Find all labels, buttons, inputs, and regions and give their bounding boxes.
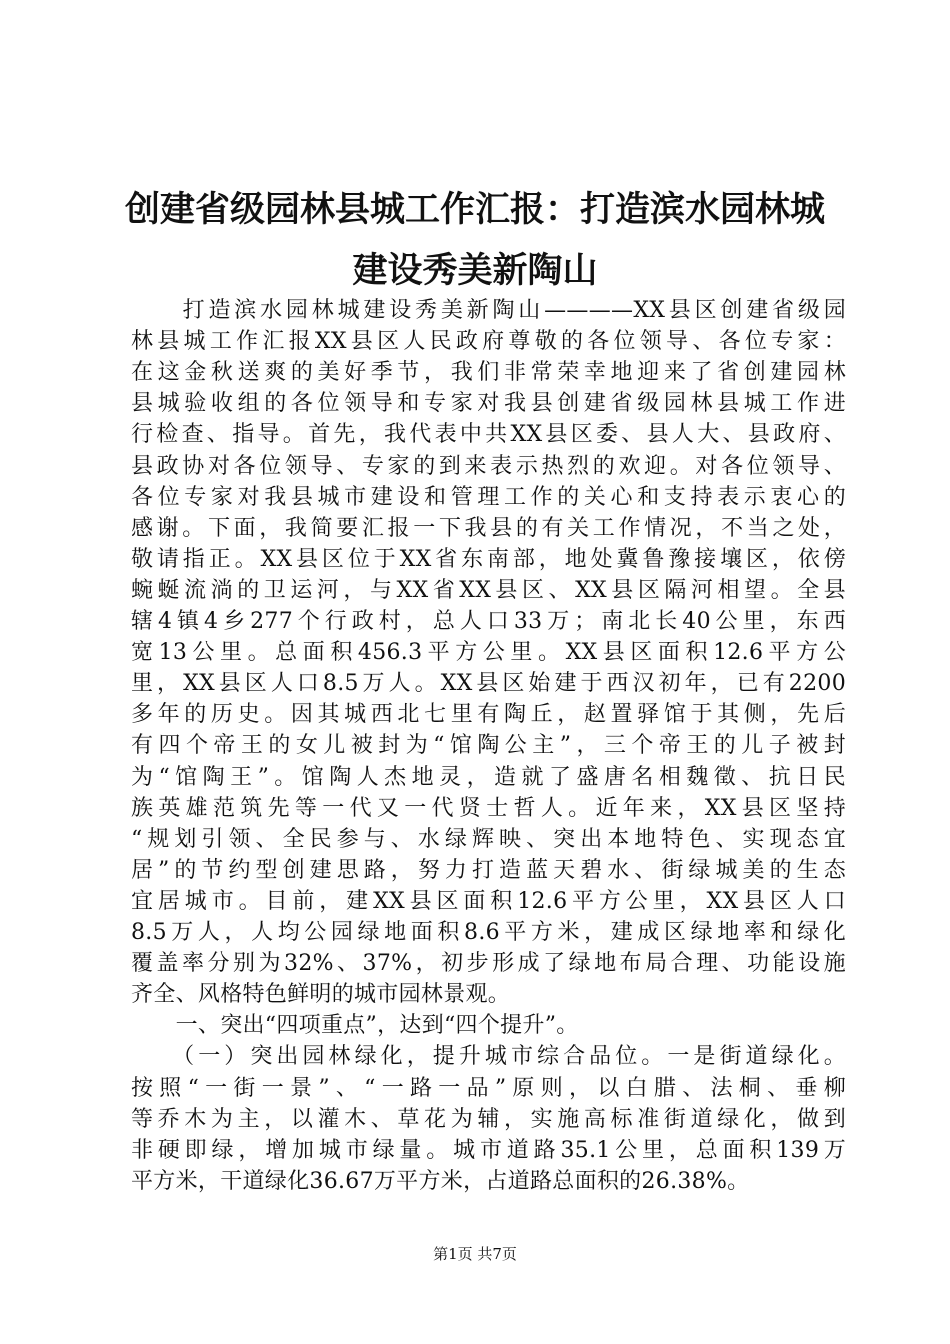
body-line: 各位专家对我县城市建设和管理工作的关心和支持表示衷心的 (131, 484, 846, 510)
body-line: 敬请指正。XX县区位于XX省东南部，地处冀鲁豫接壤区，依傍 (131, 546, 846, 572)
body-line: 里，XX县区人口8.5万人。XX县区始建于西汉初年，已有2200 (131, 671, 846, 697)
body-line: 覆盖率分别为32%、37%，初步形成了绿地布局合理、功能设施 (131, 951, 846, 977)
body-line: 8.5万人，人均公园绿地面积8.6平方米，建成区绿地率和绿化 (131, 920, 846, 945)
body-line: 多年的历史。因其城西北七里有陶丘，赵置驿馆于其侧，先后 (131, 702, 846, 728)
body-line: 感谢。下面，我简要汇报一下我县的有关工作情况，不当之处， (131, 515, 846, 541)
body-line: 县政协对各位领导、专家的到来表示热烈的欢迎。对各位领导、 (131, 453, 846, 479)
body-line: 有四个帝王的女儿被封为“馆陶公主”，三个帝王的儿子被封 (131, 733, 846, 759)
document-title-line-1: 创建省级园林县城工作汇报：打造滨水园林城 (124, 190, 825, 230)
body-line: 打造滨水园林城建设秀美新陶山————XX县区创建省级园 (131, 298, 846, 323)
body-line: 平方米，干道绿化36.67万平方米，占道路总面积的26.38%。 (131, 1168, 750, 1194)
body-line: 县城验收组的各位领导和专家对我县创建省级园林县城工作进 (131, 391, 846, 417)
body-line: 林县城工作汇报XX县区人民政府尊敬的各位领导、各位专家： (131, 329, 846, 355)
document-title-line-2: 建设秀美新陶山 (352, 251, 598, 291)
body-line: 辖4镇4乡277个行政村，总人口33万；南北长40公里，东西 (131, 609, 846, 634)
body-line: 按照“一街一景”、“一路一品”原则，以白腊、法桐、垂柳 (131, 1075, 846, 1101)
body-line: 蜿蜒流淌的卫运河，与XX省XX县区、XX县区隔河相望。全县 (131, 577, 846, 603)
body-line: 为“馆陶王”。馆陶人杰地灵，造就了盛唐名相魏徵、抗日民 (131, 764, 846, 790)
body-line: 宽13公里。总面积456.3平方公里。XX县区面积12.6平方公 (131, 640, 846, 666)
body-line: 等乔木为主，以灌木、草花为辅，实施高标准街道绿化，做到 (131, 1106, 846, 1132)
body-line: “规划引领、全民参与、水绿辉映、突出本地特色、实现态宜 (131, 826, 846, 852)
body-line: 在这金秋送爽的美好季节，我们非常荣幸地迎来了省创建园林 (131, 360, 846, 386)
body-line: 非硬即绿，增加城市绿量。城市道路35.1公里，总面积139万 (131, 1137, 846, 1163)
body-line: 族英雄范筑先等一代又一代贤士哲人。近年来，XX县区坚持 (131, 795, 846, 821)
body-line: （一）突出园林绿化，提升城市综合品位。一是街道绿化。 (131, 1044, 846, 1070)
body-line: 一、突出“四项重点”，达到“四个提升”。 (131, 1013, 579, 1039)
body-line: 行检查、指导。首先，我代表中共XX县区委、县人大、县政府、 (131, 422, 846, 448)
body-line: 居”的节约型创建思路，努力打造蓝天碧水、街绿城美的生态 (131, 857, 846, 883)
body-line: 宜居城市。目前，建XX县区面积12.6平方公里，XX县区人口 (131, 888, 846, 914)
page-number-footer: 第1页 共7页 (433, 1245, 517, 1263)
body-line: 齐全、风格特色鲜明的城市园林景观。 (131, 982, 511, 1008)
